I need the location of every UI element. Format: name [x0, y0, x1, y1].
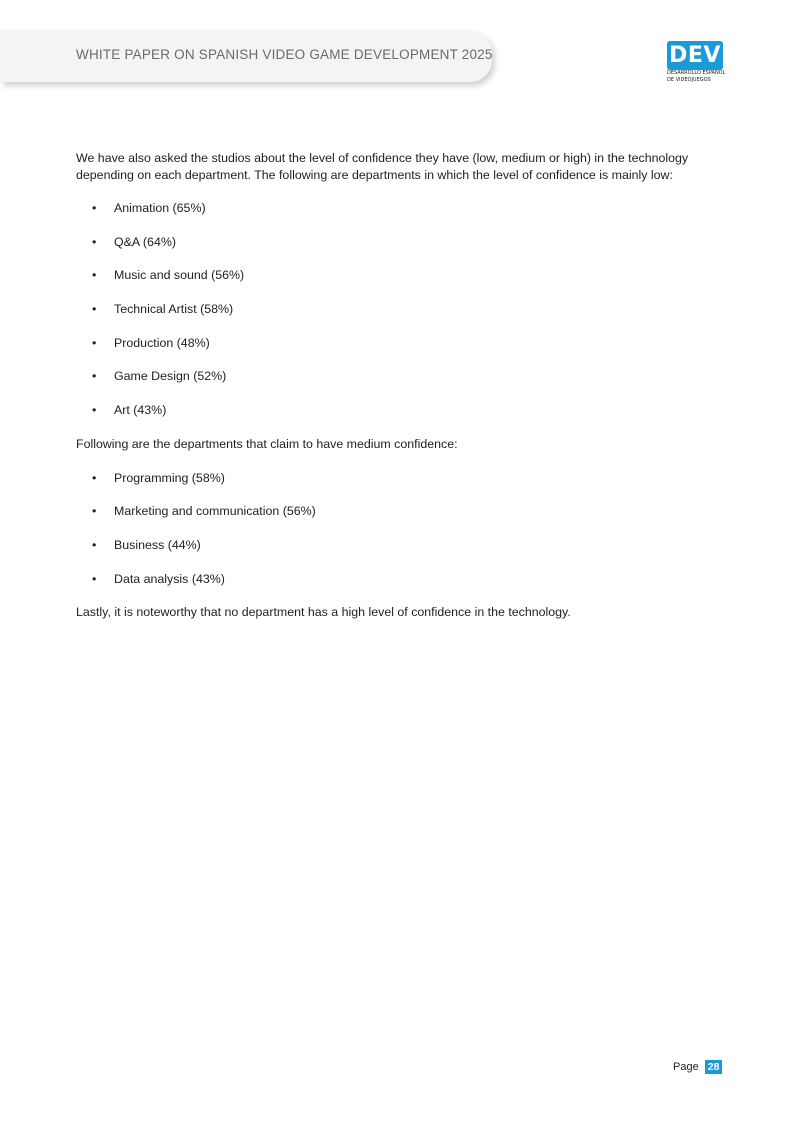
list-item: • Production (48%)	[76, 335, 726, 352]
list-item: • Data analysis (43%)	[76, 571, 726, 588]
page-footer	[673, 1060, 722, 1075]
list-item: • Game Design (52%)	[76, 368, 726, 385]
list-item: • Art (43%)	[76, 402, 726, 419]
main-content	[76, 150, 726, 638]
list-item: • Animation (65%)	[76, 200, 726, 217]
list-item: • Music and sound (56%)	[76, 267, 726, 284]
medium-confidence-list	[76, 470, 726, 588]
page-number: 28	[705, 1060, 723, 1074]
closing-paragraph: Lastly, it is noteworthy that no department has a high level of confidence in the technology.	[76, 605, 571, 620]
list-item: • Technical Artist (58%)	[76, 301, 726, 318]
low-confidence-list	[76, 200, 726, 419]
list-item: • Programming (58%)	[76, 470, 726, 487]
intro-paragraph: We have also asked the studios about the level of confidence they have (low, medium or high) in the technology depending on each department. The following are departments in which the level of confidence is mainly low:	[76, 151, 689, 182]
list-item: • Business (44%)	[76, 537, 726, 554]
document-title: WHITE PAPER ON SPANISH VIDEO GAME DEVELOPMENT 2025	[76, 47, 493, 62]
logo-subtitle-2: DE VIDEOJUEGOS	[667, 76, 711, 83]
medium-intro-paragraph: Following are the departments that claim to have medium confidence:	[76, 436, 458, 451]
logo-mark: DEV	[667, 41, 723, 70]
logo-subtitle-1: DESARROLLO ESPAÑOL	[667, 70, 726, 76]
page-label: Page	[673, 1061, 699, 1073]
dev-logo	[667, 41, 725, 83]
list-item: • Marketing and communication (56%)	[76, 503, 726, 520]
list-item: • Q&A (64%)	[76, 234, 726, 251]
